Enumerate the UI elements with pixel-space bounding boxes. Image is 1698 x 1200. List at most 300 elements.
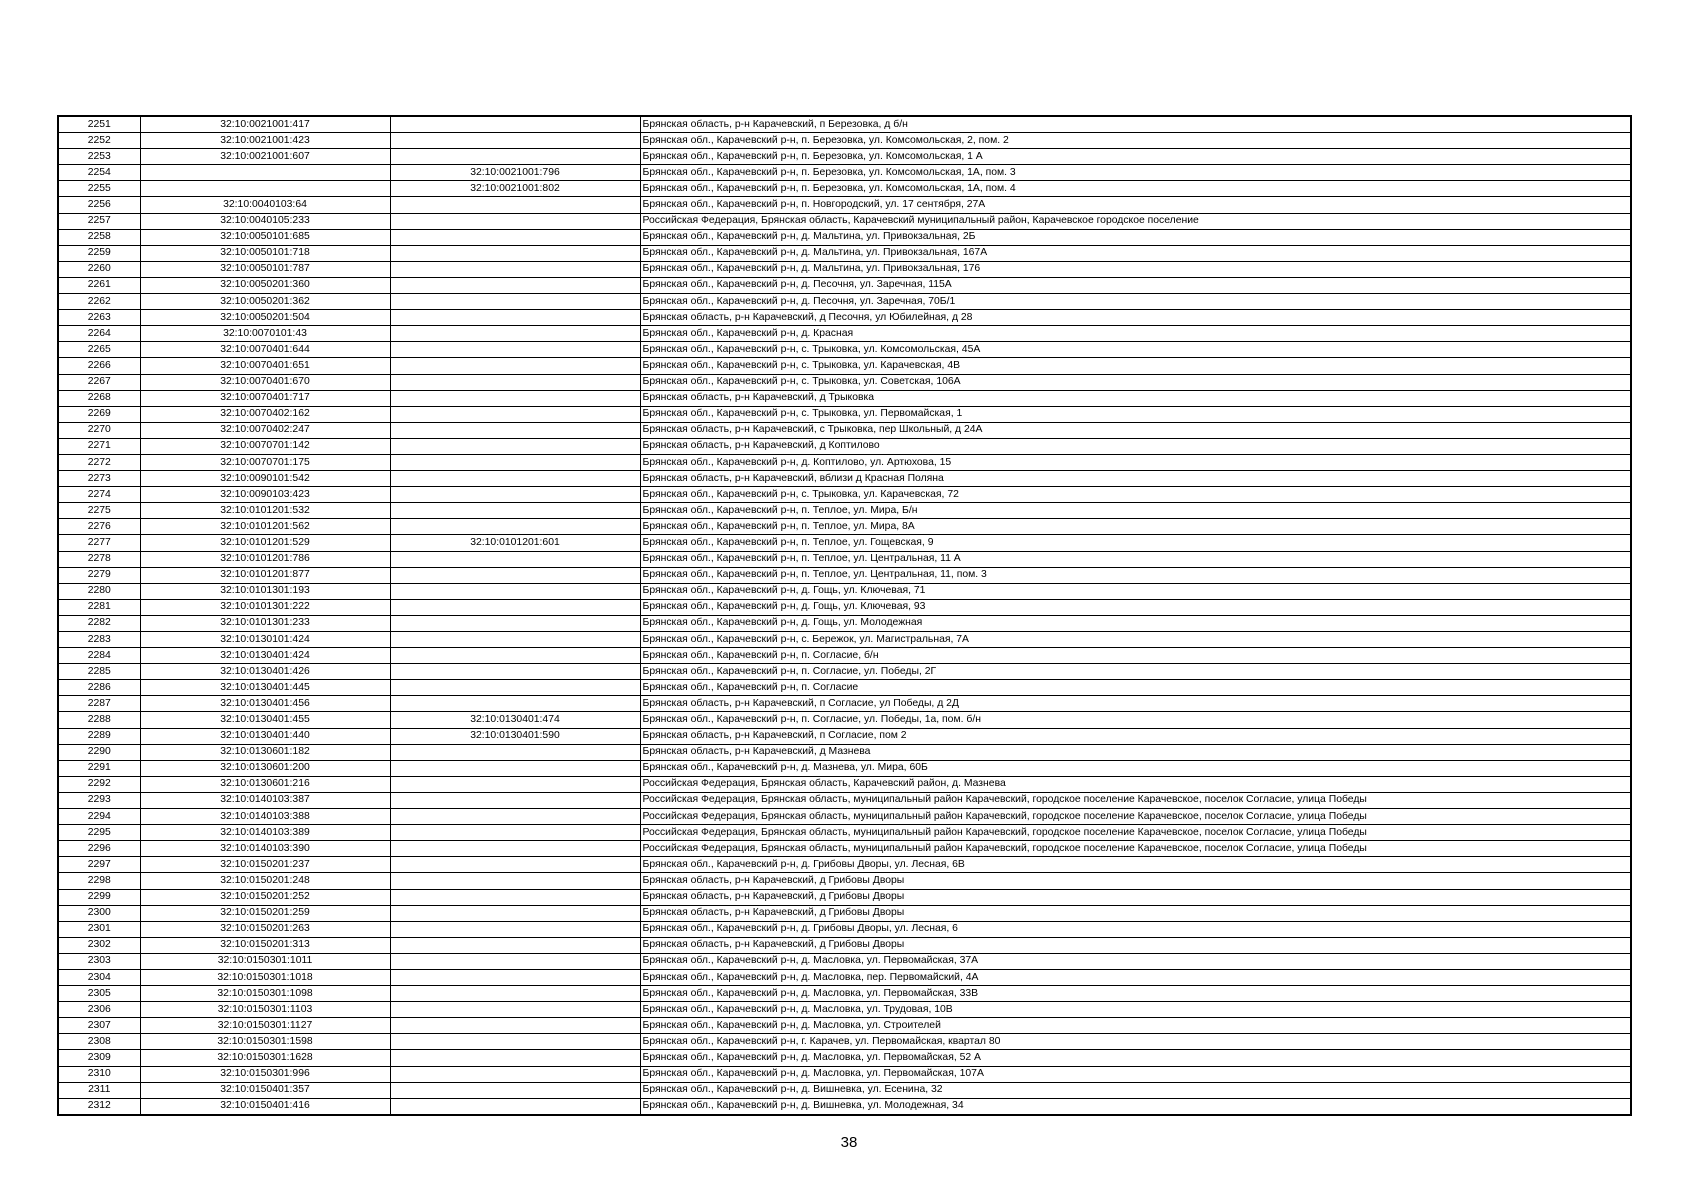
cadastral-number-cell: 32:10:0050201:504	[140, 310, 390, 326]
object-cadastral-number-cell	[390, 1018, 640, 1034]
address-cell: Брянская обл., Карачевский р-н, п. Березовка, ул. Комсомольская, 1 А	[640, 149, 1631, 165]
address-cell: Брянская обл., Карачевский р-н, с. Трыковка, ул. Комсомольская, 45А	[640, 342, 1631, 358]
table-row	[58, 809, 1631, 825]
table-row	[58, 760, 1631, 776]
table-row	[58, 535, 1631, 551]
table-row	[58, 1098, 1631, 1115]
object-cadastral-number-cell	[390, 889, 640, 905]
object-cadastral-number-cell	[390, 116, 640, 133]
row-number-cell: 2269	[58, 406, 140, 422]
address-cell: Брянская область, р-н Карачевский, д Грибовы Дворы	[640, 937, 1631, 953]
page-number: 38	[840, 1134, 858, 1151]
cadastral-number-cell: 32:10:0150301:1018	[140, 969, 390, 985]
cadastral-number-cell: 32:10:0101201:532	[140, 503, 390, 519]
address-cell: Российская Федерация, Брянская область, Карачевский район, д. Мазнева	[640, 776, 1631, 792]
address-cell: Брянская обл., Карачевский р-н, д. Гощь, ул. Ключевая, 71	[640, 583, 1631, 599]
object-cadastral-number-cell: 32:10:0130401:590	[390, 728, 640, 744]
cadastral-number-cell: 32:10:0140103:390	[140, 841, 390, 857]
cadastral-number-cell: 32:10:0070401:717	[140, 390, 390, 406]
cadastral-number-cell: 32:10:0070701:142	[140, 438, 390, 454]
cadastral-number-cell: 32:10:0101301:233	[140, 615, 390, 631]
row-number-cell: 2252	[58, 133, 140, 149]
table-row	[58, 986, 1631, 1002]
cadastral-number-cell: 32:10:0150201:259	[140, 905, 390, 921]
address-cell: Брянская обл., Карачевский р-н, д. Гощь, ул. Молодежная	[640, 615, 1631, 631]
cadastral-number-cell: 32:10:0140103:389	[140, 825, 390, 841]
row-number-cell: 2257	[58, 213, 140, 229]
table-row	[58, 1018, 1631, 1034]
object-cadastral-number-cell	[390, 149, 640, 165]
address-cell: Брянская обл., Карачевский р-н, д. Грибовы Дворы, ул. Лесная, 6	[640, 921, 1631, 937]
row-number-cell: 2310	[58, 1066, 140, 1082]
object-cadastral-number-cell	[390, 953, 640, 969]
address-cell: Брянская обл., Карачевский р-н, д. Грибовы Дворы, ул. Лесная, 6В	[640, 857, 1631, 873]
row-number-cell: 2260	[58, 261, 140, 277]
address-cell: Брянская обл., Карачевский р-н, п. Согласие, ул. Победы, 2Г	[640, 664, 1631, 680]
row-number-cell: 2303	[58, 953, 140, 969]
object-cadastral-number-cell	[390, 615, 640, 631]
object-cadastral-number-cell	[390, 229, 640, 245]
object-cadastral-number-cell	[390, 921, 640, 937]
object-cadastral-number-cell	[390, 567, 640, 583]
cadastral-number-cell: 32:10:0050101:787	[140, 261, 390, 277]
address-cell: Брянская обл., Карачевский р-н, п. Новгородский, ул. 17 сентября, 27А	[640, 197, 1631, 213]
object-cadastral-number-cell	[390, 986, 640, 1002]
row-number-cell: 2274	[58, 487, 140, 503]
cadastral-number-cell: 32:10:0101201:877	[140, 567, 390, 583]
table-row	[58, 696, 1631, 712]
address-cell: Российская Федерация, Брянская область, Карачевский муниципальный район, Карачевское городское поселение	[640, 213, 1631, 229]
address-cell: Брянская обл., Карачевский р-н, г. Карачев, ул. Первомайская, квартал 80	[640, 1034, 1631, 1050]
table-row	[58, 519, 1631, 535]
address-cell: Брянская обл., Карачевский р-н, д. Гощь, ул. Ключевая, 93	[640, 599, 1631, 615]
table-row	[58, 197, 1631, 213]
cadastral-number-cell: 32:10:0150201:263	[140, 921, 390, 937]
table-row	[58, 776, 1631, 792]
table-row	[58, 422, 1631, 438]
object-cadastral-number-cell	[390, 825, 640, 841]
cadastral-number-cell	[140, 181, 390, 197]
object-cadastral-number-cell	[390, 551, 640, 567]
object-cadastral-number-cell	[390, 454, 640, 470]
row-number-cell: 2285	[58, 664, 140, 680]
row-number-cell: 2295	[58, 825, 140, 841]
cadastral-number-cell: 32:10:0021001:423	[140, 133, 390, 149]
row-number-cell: 2254	[58, 165, 140, 181]
address-cell: Брянская обл., Карачевский р-н, д. Мазнева, ул. Мира, 60Б	[640, 760, 1631, 776]
cadastral-number-cell: 32:10:0090103:423	[140, 487, 390, 503]
row-number-cell: 2308	[58, 1034, 140, 1050]
object-cadastral-number-cell	[390, 487, 640, 503]
table-row	[58, 632, 1631, 648]
table-row	[58, 1050, 1631, 1066]
object-cadastral-number-cell	[390, 519, 640, 535]
row-number-cell: 2261	[58, 277, 140, 293]
table-row	[58, 406, 1631, 422]
table-row	[58, 277, 1631, 293]
object-cadastral-number-cell	[390, 342, 640, 358]
row-number-cell: 2280	[58, 583, 140, 599]
row-number-cell: 2311	[58, 1082, 140, 1098]
address-cell: Брянская область, р-н Карачевский, д Песочня, ул Юбилейная, д 28	[640, 310, 1631, 326]
object-cadastral-number-cell: 32:10:0021001:796	[390, 165, 640, 181]
table-row	[58, 390, 1631, 406]
cadastral-number-cell: 32:10:0050201:362	[140, 294, 390, 310]
object-cadastral-number-cell	[390, 857, 640, 873]
row-number-cell: 2272	[58, 454, 140, 470]
table-row	[58, 245, 1631, 261]
table-row	[58, 1082, 1631, 1098]
address-cell: Брянская область, р-н Карачевский, д Трыковка	[640, 390, 1631, 406]
address-cell: Брянская обл., Карачевский р-н, д. Красная	[640, 326, 1631, 342]
address-cell: Российская Федерация, Брянская область, муниципальный район Карачевский, городское поселение Карачевское, поселок Согласие, улица Победы	[640, 792, 1631, 808]
table-row	[58, 326, 1631, 342]
table-row	[58, 583, 1631, 599]
row-number-cell: 2282	[58, 615, 140, 631]
row-number-cell: 2258	[58, 229, 140, 245]
row-number-cell: 2294	[58, 809, 140, 825]
registry-table-body	[58, 116, 1631, 1115]
object-cadastral-number-cell	[390, 937, 640, 953]
cadastral-number-cell: 32:10:0130601:182	[140, 744, 390, 760]
table-row	[58, 342, 1631, 358]
row-number-cell: 2290	[58, 744, 140, 760]
table-row	[58, 261, 1631, 277]
row-number-cell: 2279	[58, 567, 140, 583]
object-cadastral-number-cell	[390, 1034, 640, 1050]
row-number-cell: 2273	[58, 471, 140, 487]
table-row	[58, 664, 1631, 680]
cadastral-number-cell: 32:10:0050201:360	[140, 277, 390, 293]
cadastral-number-cell: 32:10:0070101:43	[140, 326, 390, 342]
cadastral-number-cell: 32:10:0140103:387	[140, 792, 390, 808]
object-cadastral-number-cell	[390, 438, 640, 454]
row-number-cell: 2307	[58, 1018, 140, 1034]
cadastral-number-cell: 32:10:0130601:200	[140, 760, 390, 776]
cadastral-number-cell: 32:10:0130601:216	[140, 776, 390, 792]
cadastral-number-cell: 32:10:0130401:455	[140, 712, 390, 728]
object-cadastral-number-cell	[390, 358, 640, 374]
cadastral-number-cell: 32:10:0140103:388	[140, 809, 390, 825]
cadastral-number-cell: 32:10:0070401:644	[140, 342, 390, 358]
table-row	[58, 905, 1631, 921]
cadastral-number-cell: 32:10:0150301:1628	[140, 1050, 390, 1066]
object-cadastral-number-cell: 32:10:0101201:601	[390, 535, 640, 551]
address-cell: Брянская область, р-н Карачевский, п Согласие, ул Победы, д 2Д	[640, 696, 1631, 712]
object-cadastral-number-cell	[390, 471, 640, 487]
address-cell: Брянская обл., Карачевский р-н, п. Теплое, ул. Гощевская, 9	[640, 535, 1631, 551]
object-cadastral-number-cell: 32:10:0130401:474	[390, 712, 640, 728]
cadastral-number-cell: 32:10:0150201:313	[140, 937, 390, 953]
object-cadastral-number-cell	[390, 680, 640, 696]
cadastral-number-cell: 32:10:0101301:193	[140, 583, 390, 599]
table-row	[58, 969, 1631, 985]
table-row	[58, 1066, 1631, 1082]
row-number-cell: 2262	[58, 294, 140, 310]
object-cadastral-number-cell	[390, 760, 640, 776]
address-cell: Брянская область, р-н Карачевский, д Мазнева	[640, 744, 1631, 760]
cadastral-number-cell: 32:10:0150201:252	[140, 889, 390, 905]
address-cell: Брянская область, р-н Карачевский, вблизи д Красная Поляна	[640, 471, 1631, 487]
address-cell: Брянская обл., Карачевский р-н, д. Масловка, ул. Первомайская, 107А	[640, 1066, 1631, 1082]
cadastral-number-cell: 32:10:0070401:670	[140, 374, 390, 390]
row-number-cell: 2276	[58, 519, 140, 535]
cadastral-number-cell: 32:10:0130101:424	[140, 632, 390, 648]
cadastral-number-cell: 32:10:0070402:247	[140, 422, 390, 438]
cadastral-number-cell: 32:10:0150301:996	[140, 1066, 390, 1082]
address-cell: Брянская обл., Карачевский р-н, п. Согласие	[640, 680, 1631, 696]
address-cell: Брянская обл., Карачевский р-н, п. Березовка, ул. Комсомольская, 1А, пом. 4	[640, 181, 1631, 197]
table-row	[58, 680, 1631, 696]
table-row	[58, 181, 1631, 197]
object-cadastral-number-cell	[390, 197, 640, 213]
row-number-cell: 2284	[58, 648, 140, 664]
table-row	[58, 921, 1631, 937]
address-cell: Брянская обл., Карачевский р-н, д. Масловка, ул. Строителей	[640, 1018, 1631, 1034]
cadastral-number-cell: 32:10:0150401:416	[140, 1098, 390, 1115]
cadastral-number-cell: 32:10:0101201:529	[140, 535, 390, 551]
cadastral-number-cell: 32:10:0101301:222	[140, 599, 390, 615]
row-number-cell: 2293	[58, 792, 140, 808]
object-cadastral-number-cell	[390, 599, 640, 615]
object-cadastral-number-cell	[390, 1050, 640, 1066]
cadastral-number-cell: 32:10:0130401:424	[140, 648, 390, 664]
cadastral-number-cell: 32:10:0150301:1098	[140, 986, 390, 1002]
address-cell: Брянская обл., Карачевский р-н, д. Масловка, ул. Первомайская, 52 А	[640, 1050, 1631, 1066]
table-row	[58, 1002, 1631, 1018]
cadastral-number-cell: 32:10:0150201:248	[140, 873, 390, 889]
address-cell: Брянская обл., Карачевский р-н, п. Теплое, ул. Мира, 8А	[640, 519, 1631, 535]
cadastral-number-cell: 32:10:0150301:1103	[140, 1002, 390, 1018]
address-cell: Брянская обл., Карачевский р-н, д. Мальтина, ул. Привокзальная, 167А	[640, 245, 1631, 261]
address-cell: Брянская обл., Карачевский р-н, д. Масловка, ул. Трудовая, 10В	[640, 1002, 1631, 1018]
row-number-cell: 2278	[58, 551, 140, 567]
cadastral-number-cell: 32:10:0150301:1011	[140, 953, 390, 969]
object-cadastral-number-cell	[390, 583, 640, 599]
cadastral-number-cell: 32:10:0101201:562	[140, 519, 390, 535]
row-number-cell: 2306	[58, 1002, 140, 1018]
row-number-cell: 2271	[58, 438, 140, 454]
row-number-cell: 2255	[58, 181, 140, 197]
table-row	[58, 229, 1631, 245]
object-cadastral-number-cell	[390, 390, 640, 406]
row-number-cell: 2268	[58, 390, 140, 406]
object-cadastral-number-cell	[390, 776, 640, 792]
address-cell: Брянская область, р-н Карачевский, д Грибовы Дворы	[640, 873, 1631, 889]
cadastral-number-cell: 32:10:0130401:445	[140, 680, 390, 696]
row-number-cell: 2302	[58, 937, 140, 953]
row-number-cell: 2292	[58, 776, 140, 792]
table-row	[58, 873, 1631, 889]
row-number-cell: 2270	[58, 422, 140, 438]
cadastral-number-cell: 32:10:0040103:64	[140, 197, 390, 213]
row-number-cell: 2267	[58, 374, 140, 390]
address-cell: Брянская обл., Карачевский р-н, с. Трыковка, ул. Карачевская, 72	[640, 487, 1631, 503]
object-cadastral-number-cell	[390, 1082, 640, 1098]
address-cell: Брянская обл., Карачевский р-н, п. Согласие, б/н	[640, 648, 1631, 664]
table-row	[58, 889, 1631, 905]
object-cadastral-number-cell	[390, 133, 640, 149]
object-cadastral-number-cell	[390, 664, 640, 680]
cadastral-number-cell: 32:10:0150301:1598	[140, 1034, 390, 1050]
address-cell: Брянская обл., Карачевский р-н, п. Теплое, ул. Мира, Б/н	[640, 503, 1631, 519]
registry-sheet	[57, 115, 1630, 1116]
table-row	[58, 358, 1631, 374]
object-cadastral-number-cell	[390, 245, 640, 261]
table-row	[58, 438, 1631, 454]
address-cell: Брянская область, р-н Карачевский, п Березовка, д б/н	[640, 116, 1631, 133]
address-cell: Российская Федерация, Брянская область, муниципальный район Карачевский, городское поселение Карачевское, поселок Согласие, улица Победы	[640, 809, 1631, 825]
cadastral-number-cell: 32:10:0101201:786	[140, 551, 390, 567]
object-cadastral-number-cell	[390, 632, 640, 648]
cadastral-number-cell: 32:10:0070701:175	[140, 454, 390, 470]
table-row	[58, 471, 1631, 487]
address-cell: Брянская обл., Карачевский р-н, п. Теплое, ул. Центральная, 11 А	[640, 551, 1631, 567]
row-number-cell: 2253	[58, 149, 140, 165]
registry-table	[57, 115, 1632, 1116]
object-cadastral-number-cell	[390, 905, 640, 921]
table-row	[58, 567, 1631, 583]
cadastral-number-cell: 32:10:0090101:542	[140, 471, 390, 487]
cadastral-number-cell: 32:10:0150201:237	[140, 857, 390, 873]
cadastral-number-cell: 32:10:0040105:233	[140, 213, 390, 229]
table-row	[58, 857, 1631, 873]
row-number-cell: 2291	[58, 760, 140, 776]
row-number-cell: 2297	[58, 857, 140, 873]
cadastral-number-cell: 32:10:0150401:357	[140, 1082, 390, 1098]
object-cadastral-number-cell	[390, 696, 640, 712]
address-cell: Брянская обл., Карачевский р-н, д. Песочня, ул. Заречная, 70Б/1	[640, 294, 1631, 310]
table-row	[58, 503, 1631, 519]
address-cell: Брянская обл., Карачевский р-н, п. Согласие, ул. Победы, 1а, пом. б/н	[640, 712, 1631, 728]
row-number-cell: 2265	[58, 342, 140, 358]
row-number-cell: 2312	[58, 1098, 140, 1115]
address-cell: Брянская обл., Карачевский р-н, с. Трыковка, ул. Карачевская, 4В	[640, 358, 1631, 374]
table-row	[58, 374, 1631, 390]
object-cadastral-number-cell	[390, 1066, 640, 1082]
object-cadastral-number-cell	[390, 648, 640, 664]
table-row	[58, 615, 1631, 631]
address-cell: Брянская обл., Карачевский р-н, д. Вишневка, ул. Есенина, 32	[640, 1082, 1631, 1098]
object-cadastral-number-cell	[390, 792, 640, 808]
cadastral-number-cell: 32:10:0050101:685	[140, 229, 390, 245]
object-cadastral-number-cell	[390, 277, 640, 293]
table-row	[58, 712, 1631, 728]
table-row	[58, 648, 1631, 664]
address-cell: Брянская обл., Карачевский р-н, д. Масловка, пер. Первомайский, 4А	[640, 969, 1631, 985]
cadastral-number-cell: 32:10:0021001:607	[140, 149, 390, 165]
row-number-cell: 2296	[58, 841, 140, 857]
address-cell: Брянская обл., Карачевский р-н, д. Масловка, ул. Первомайская, 37А	[640, 953, 1631, 969]
object-cadastral-number-cell	[390, 1098, 640, 1115]
object-cadastral-number-cell	[390, 873, 640, 889]
address-cell: Брянская область, р-н Карачевский, с Трыковка, пер Школьный, д 24А	[640, 422, 1631, 438]
cadastral-number-cell: 32:10:0070401:651	[140, 358, 390, 374]
object-cadastral-number-cell: 32:10:0021001:802	[390, 181, 640, 197]
table-row	[58, 551, 1631, 567]
table-row	[58, 937, 1631, 953]
address-cell: Брянская область, р-н Карачевский, п Согласие, пом 2	[640, 728, 1631, 744]
address-cell: Брянская обл., Карачевский р-н, д. Масловка, ул. Первомайская, 33В	[640, 986, 1631, 1002]
row-number-cell: 2289	[58, 728, 140, 744]
row-number-cell: 2264	[58, 326, 140, 342]
row-number-cell: 2301	[58, 921, 140, 937]
address-cell: Брянская обл., Карачевский р-н, с. Бережок, ул. Магистральная, 7А	[640, 632, 1631, 648]
address-cell: Брянская обл., Карачевский р-н, д. Вишневка, ул. Молодежная, 34	[640, 1098, 1631, 1115]
object-cadastral-number-cell	[390, 406, 640, 422]
object-cadastral-number-cell	[390, 326, 640, 342]
row-number-cell: 2266	[58, 358, 140, 374]
cadastral-number-cell: 32:10:0070402:162	[140, 406, 390, 422]
address-cell: Брянская область, р-н Карачевский, д Грибовы Дворы	[640, 905, 1631, 921]
table-row	[58, 825, 1631, 841]
row-number-cell: 2300	[58, 905, 140, 921]
address-cell: Брянская область, р-н Карачевский, д Грибовы Дворы	[640, 889, 1631, 905]
cadastral-number-cell: 32:10:0130401:440	[140, 728, 390, 744]
cadastral-number-cell: 32:10:0130401:426	[140, 664, 390, 680]
address-cell: Брянская обл., Карачевский р-н, д. Мальтина, ул. Привокзальная, 2Б	[640, 229, 1631, 245]
object-cadastral-number-cell	[390, 310, 640, 326]
row-number-cell: 2287	[58, 696, 140, 712]
row-number-cell: 2283	[58, 632, 140, 648]
table-row	[58, 116, 1631, 133]
object-cadastral-number-cell	[390, 294, 640, 310]
table-row	[58, 213, 1631, 229]
object-cadastral-number-cell	[390, 809, 640, 825]
object-cadastral-number-cell	[390, 374, 640, 390]
address-cell: Брянская обл., Карачевский р-н, с. Трыковка, ул. Советская, 106А	[640, 374, 1631, 390]
address-cell: Брянская обл., Карачевский р-н, п. Березовка, ул. Комсомольская, 1А, пом. 3	[640, 165, 1631, 181]
row-number-cell: 2259	[58, 245, 140, 261]
row-number-cell: 2251	[58, 116, 140, 133]
row-number-cell: 2298	[58, 873, 140, 889]
row-number-cell: 2263	[58, 310, 140, 326]
row-number-cell: 2299	[58, 889, 140, 905]
address-cell: Брянская обл., Карачевский р-н, с. Трыковка, ул. Первомайская, 1	[640, 406, 1631, 422]
table-row	[58, 294, 1631, 310]
table-row	[58, 792, 1631, 808]
row-number-cell: 2286	[58, 680, 140, 696]
table-row	[58, 599, 1631, 615]
object-cadastral-number-cell	[390, 422, 640, 438]
address-cell: Российская Федерация, Брянская область, муниципальный район Карачевский, городское поселение Карачевское, поселок Согласие, улица Победы	[640, 841, 1631, 857]
table-row	[58, 1034, 1631, 1050]
row-number-cell: 2281	[58, 599, 140, 615]
address-cell: Брянская обл., Карачевский р-н, д. Песочня, ул. Заречная, 115А	[640, 277, 1631, 293]
address-cell: Брянская обл., Карачевский р-н, п. Березовка, ул. Комсомольская, 2, пом. 2	[640, 133, 1631, 149]
address-cell: Брянская обл., Карачевский р-н, д. Коптилово, ул. Артюхова, 15	[640, 454, 1631, 470]
cadastral-number-cell: 32:10:0050101:718	[140, 245, 390, 261]
table-row	[58, 487, 1631, 503]
row-number-cell: 2304	[58, 969, 140, 985]
table-row	[58, 744, 1631, 760]
table-row	[58, 133, 1631, 149]
object-cadastral-number-cell	[390, 213, 640, 229]
table-row	[58, 454, 1631, 470]
cadastral-number-cell: 32:10:0021001:417	[140, 116, 390, 133]
table-row	[58, 149, 1631, 165]
address-cell: Российская Федерация, Брянская область, муниципальный район Карачевский, городское поселение Карачевское, поселок Согласие, улица Победы	[640, 825, 1631, 841]
address-cell: Брянская обл., Карачевский р-н, д. Мальтина, ул. Привокзальная, 176	[640, 261, 1631, 277]
cadastral-number-cell: 32:10:0150301:1127	[140, 1018, 390, 1034]
cadastral-number-cell	[140, 165, 390, 181]
table-row	[58, 953, 1631, 969]
table-row	[58, 165, 1631, 181]
object-cadastral-number-cell	[390, 503, 640, 519]
cadastral-number-cell: 32:10:0130401:456	[140, 696, 390, 712]
object-cadastral-number-cell	[390, 841, 640, 857]
object-cadastral-number-cell	[390, 1002, 640, 1018]
